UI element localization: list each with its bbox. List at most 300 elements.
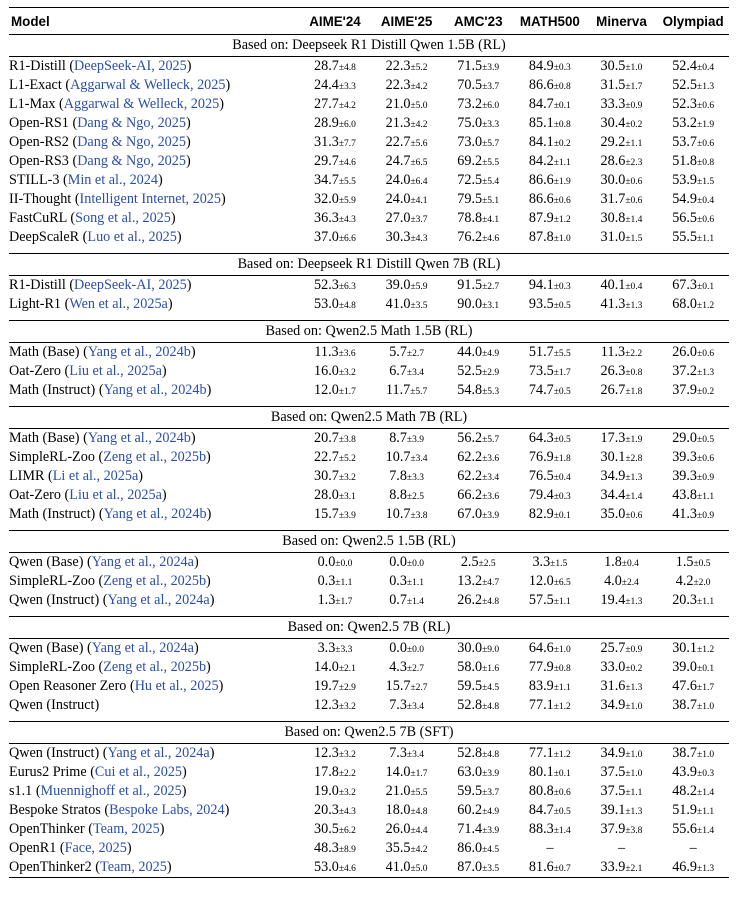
score-mean: 51.9: [672, 802, 698, 818]
score-cell: [442, 486, 514, 505]
model-cell: SimpleRL-Zoo (Zeng et al., 2025b): [9, 449, 211, 465]
score-std: ±1.3: [625, 301, 643, 311]
score-std: ±0.4: [697, 63, 715, 73]
score-mean: 30.3: [385, 229, 411, 245]
score-mean: 58.0: [457, 659, 483, 675]
score-cell: [299, 658, 371, 677]
table-row: [9, 782, 729, 801]
score-mean: 31.0: [600, 229, 626, 245]
score-std: ±0.2: [697, 387, 715, 397]
score-std: ±1.7: [335, 597, 353, 607]
score-mean: 0.0: [389, 554, 407, 570]
score-std: ±4.2: [338, 101, 356, 111]
score-std: ±5.4: [482, 177, 500, 187]
citation-link[interactable]: Bespoke Labs, 2024: [109, 802, 225, 818]
score-cell: [514, 782, 586, 801]
section-title: Based on: Qwen2.5 7B (RL): [9, 617, 729, 639]
score-cell: [442, 171, 514, 190]
score-cell: [371, 448, 443, 467]
score-mean: 19.0: [314, 783, 339, 799]
score-mean: 56.5: [672, 210, 698, 226]
citation-link[interactable]: Muennighoff et al., 2025: [40, 783, 182, 799]
table-row: [9, 639, 729, 659]
score-std: ±4.9: [482, 807, 500, 817]
score-std: ±0.6: [553, 196, 571, 206]
score-std: ±4.7: [482, 578, 500, 588]
score-cell: [442, 553, 514, 573]
score-cell: [514, 801, 586, 820]
score-mean: 86.6: [528, 191, 554, 207]
column-header-olympiad: Olympiad: [657, 8, 729, 35]
score-std: ±5.2: [410, 63, 428, 73]
score-std: ±2.3: [625, 158, 643, 168]
score-std: ±0.8: [553, 82, 571, 92]
score-std: ±6.6: [338, 234, 356, 244]
score-std: ±1.1: [697, 597, 715, 607]
citation-link[interactable]: Yang et al., 2024b: [87, 430, 191, 446]
model-name: OpenThinker: [9, 821, 85, 837]
score-cell: [299, 572, 371, 591]
score-std: ±4.1: [482, 215, 500, 225]
score-std: ±1.5: [697, 177, 715, 187]
score-std: ±1.1: [697, 234, 715, 244]
score-std: ±1.0: [553, 645, 571, 655]
model-name: Open-RS1: [9, 115, 69, 131]
table-row: [9, 209, 729, 228]
score-std: ±0.9: [697, 473, 715, 483]
score-std: ±3.1: [482, 301, 500, 311]
score-std: ±3.2: [338, 368, 356, 378]
score-std: ±1.2: [553, 702, 571, 712]
score-std: ±1.3: [697, 864, 715, 874]
score-cell: [442, 76, 514, 95]
score-cell: [514, 639, 586, 659]
score-std: ±0.1: [553, 511, 571, 521]
score-std: ±0.6: [697, 139, 715, 149]
citation-link[interactable]: Face, 2025: [64, 840, 127, 856]
score-cell: [586, 228, 658, 247]
score-cell: [442, 190, 514, 209]
score-std: ±4.2: [410, 120, 428, 130]
score-std: ±1.1: [625, 139, 643, 149]
table-row: [9, 228, 729, 247]
score-mean: 52.8: [457, 745, 483, 761]
table-row: [9, 486, 729, 505]
score-cell: [371, 763, 443, 782]
section-header-row: [9, 617, 729, 639]
model-name: Math (Instruct): [9, 506, 96, 522]
score-std: ±5.3: [482, 387, 500, 397]
score-mean: 59.5: [457, 678, 483, 694]
score-mean: 76.2: [457, 229, 483, 245]
score-std: ±1.0: [625, 63, 643, 73]
score-mean: 35.5: [385, 840, 411, 856]
citation-link[interactable]: Yang et al., 2024a: [91, 554, 194, 570]
score-mean: 41.3: [600, 296, 626, 312]
score-cell: [514, 95, 586, 114]
score-std: ±0.4: [621, 559, 639, 569]
score-cell: [514, 486, 586, 505]
score-std: ±0.6: [625, 511, 643, 521]
score-mean: 52.5: [457, 363, 483, 379]
score-mean: 53.0: [314, 296, 339, 312]
score-std: ±2.7: [406, 349, 425, 359]
score-cell: [299, 343, 371, 363]
score-mean: 7.3: [389, 745, 407, 761]
score-cell: [657, 228, 729, 247]
score-mean: 70.5: [457, 77, 483, 93]
score-std: ±0.4: [553, 473, 571, 483]
score-mean: 37.0: [314, 229, 339, 245]
score-mean: 38.7: [672, 697, 698, 713]
score-mean: 19.7: [314, 678, 339, 694]
score-std: ±3.8: [625, 826, 643, 836]
score-mean: 73.0: [457, 134, 483, 150]
score-std: ±4.4: [410, 826, 428, 836]
table-row: [9, 858, 729, 878]
citation-link[interactable]: Yang et al., 2024a: [107, 745, 210, 761]
model-cell: L1-Exact (Aggarwal & Welleck, 2025): [9, 77, 231, 93]
score-std: ±4.3: [338, 215, 356, 225]
section-title: Based on: Qwen2.5 7B (SFT): [9, 722, 729, 744]
citation-link[interactable]: Song et al., 2025: [75, 210, 171, 226]
citation-link[interactable]: Dang & Ngo, 2025: [77, 153, 186, 169]
score-std: ±0.4: [697, 196, 715, 206]
score-std: ±0.1: [697, 282, 715, 292]
score-cell: [586, 467, 658, 486]
score-cell: [442, 276, 514, 296]
citation-link[interactable]: Intelligent Internet, 2025: [79, 191, 221, 207]
score-mean: 77.1: [528, 745, 554, 761]
model-name: Bespoke Stratos: [9, 802, 101, 818]
score-cell: [442, 57, 514, 77]
model-name: SimpleRL-Zoo: [9, 449, 95, 465]
section-title: Based on: Qwen2.5 Math 7B (RL): [9, 407, 729, 429]
column-header-amc23: AMC'23: [442, 8, 514, 35]
score-mean: 31.3: [314, 134, 339, 150]
score-mean: 73.2: [457, 96, 483, 112]
score-cell: [586, 429, 658, 449]
score-mean: 60.2: [457, 802, 483, 818]
score-mean: 15.7: [314, 506, 339, 522]
score-std: ±5.9: [338, 196, 356, 206]
model-name: Math (Base): [9, 344, 80, 360]
score-std: ±1.3: [625, 473, 643, 483]
score-cell: [514, 839, 586, 858]
citation-link[interactable]: Zeng et al., 2025b: [103, 573, 207, 589]
score-std: ±3.4: [406, 702, 425, 712]
model-cell: [9, 696, 299, 715]
score-std: ±4.6: [338, 864, 356, 874]
score-std: ±0.5: [553, 807, 571, 817]
score-std: ±3.3: [338, 82, 356, 92]
score-cell: [586, 591, 658, 610]
score-mean: 33.9: [600, 859, 626, 875]
score-std: ±4.5: [482, 845, 500, 855]
table-row: [9, 429, 729, 449]
score-cell: [514, 820, 586, 839]
score-mean: 59.5: [457, 783, 483, 799]
score-mean: 30.8: [600, 210, 626, 226]
citation-link[interactable]: Yang et al., 2024b: [103, 506, 207, 522]
score-mean: 24.7: [385, 153, 411, 169]
score-std: ±1.1: [553, 683, 571, 693]
score-cell: [514, 228, 586, 247]
citation-link[interactable]: Liu et al., 2025a: [69, 487, 162, 503]
model-name: II-Thought: [9, 191, 72, 207]
citation-link[interactable]: Wen et al., 2025a: [69, 296, 168, 312]
score-cell: [586, 677, 658, 696]
score-mean: 51.8: [672, 153, 698, 169]
score-std: ±1.2: [697, 645, 715, 655]
model-name: L1-Max: [9, 96, 56, 112]
citation-link[interactable]: Zeng et al., 2025b: [103, 659, 207, 675]
score-mean: 34.9: [600, 745, 626, 761]
score-std: ±1.6: [482, 664, 500, 674]
table-row: [9, 467, 729, 486]
score-cell: [371, 57, 443, 77]
score-std: ±3.3: [406, 473, 425, 483]
score-std: ±0.3: [553, 282, 571, 292]
citation-link[interactable]: DeepSeek-AI, 2025: [74, 58, 187, 74]
score-std: ±0.1: [553, 769, 571, 779]
score-mean: 73.5: [528, 363, 554, 379]
score-cell: [371, 553, 443, 573]
score-mean: 62.2: [457, 468, 483, 484]
score-cell: [299, 591, 371, 610]
score-mean: 12.3: [314, 745, 339, 761]
citation-link[interactable]: Yang et al., 2024a: [107, 592, 210, 608]
score-std: ±0.9: [625, 101, 643, 111]
model-cell: Qwen (Instruct) (Yang et al., 2024a): [9, 745, 215, 761]
model-name: FastCuRL: [9, 210, 67, 226]
score-mean: 12.0: [528, 573, 554, 589]
score-cell: [299, 839, 371, 858]
score-std: ±2.7: [482, 282, 500, 292]
score-std: ±3.9: [482, 826, 500, 836]
score-mean: 30.5: [314, 821, 339, 837]
citation-link[interactable]: Min et al., 2024: [67, 172, 158, 188]
score-mean: 26.0: [672, 344, 698, 360]
score-cell: [586, 696, 658, 715]
column-header-aime24: AIME'24: [299, 8, 371, 35]
table-row: [9, 133, 729, 152]
section-header-row: [9, 321, 729, 343]
score-mean: 16.0: [314, 363, 339, 379]
score-cell: [657, 76, 729, 95]
score-mean: 41.3: [672, 506, 698, 522]
score-mean: 40.1: [600, 277, 626, 293]
score-cell: [371, 858, 443, 878]
citation-link[interactable]: Yang et al., 2024a: [91, 640, 194, 656]
score-std: ±1.1: [697, 807, 715, 817]
score-mean: 29.7: [314, 153, 339, 169]
score-std: ±5.6: [410, 139, 428, 149]
score-mean: 52.4: [672, 58, 698, 74]
score-cell: [657, 572, 729, 591]
score-cell: [586, 381, 658, 400]
score-mean: 14.0: [314, 659, 339, 675]
score-mean: –: [689, 840, 697, 856]
score-mean: 78.8: [457, 210, 483, 226]
score-std: ±3.7: [482, 82, 500, 92]
score-cell: [657, 467, 729, 486]
score-cell: [657, 295, 729, 314]
score-std: ±1.9: [625, 435, 643, 445]
score-mean: 30.1: [600, 449, 626, 465]
score-cell: [299, 505, 371, 524]
score-cell: [442, 658, 514, 677]
score-std: ±3.2: [338, 788, 356, 798]
citation-link[interactable]: Hu et al., 2025: [134, 678, 219, 694]
score-cell: [586, 820, 658, 839]
score-mean: 1.5: [675, 554, 694, 570]
score-std: ±1.2: [553, 215, 571, 225]
score-cell: [442, 429, 514, 449]
column-header-minerva: Minerva: [586, 8, 658, 35]
score-mean: 74.7: [528, 382, 554, 398]
score-cell: [586, 276, 658, 296]
citation-link[interactable]: Aggarwal & Welleck, 2025: [63, 96, 220, 112]
score-mean: 77.9: [528, 659, 554, 675]
model-cell: STILL-3 (Min et al., 2024): [9, 172, 163, 188]
score-std: ±0.2: [625, 120, 643, 130]
score-cell: [299, 763, 371, 782]
score-std: ±0.8: [553, 664, 571, 674]
score-std: ±3.2: [338, 473, 356, 483]
score-cell: [299, 696, 371, 715]
model-cell: Qwen (Base) (Yang et al., 2024a): [9, 640, 199, 656]
section-title: Based on: Deepseek R1 Distill Qwen 7B (RL): [9, 254, 729, 276]
score-mean: 30.7: [314, 468, 339, 484]
score-cell: [299, 295, 371, 314]
score-std: ±0.6: [697, 215, 715, 225]
score-std: ±5.7: [482, 435, 500, 445]
citation-link[interactable]: Team, 2025: [92, 821, 160, 837]
score-std: ±4.8: [482, 597, 500, 607]
score-std: ±3.3: [335, 645, 353, 655]
score-mean: 28.7: [314, 58, 339, 74]
score-std: ±1.1: [625, 788, 643, 798]
score-cell: [586, 839, 658, 858]
score-std: ±4.3: [338, 807, 356, 817]
score-cell: [371, 76, 443, 95]
score-cell: [657, 114, 729, 133]
score-cell: [514, 763, 586, 782]
citation-link[interactable]: Yang et al., 2024b: [87, 344, 191, 360]
model-name: Qwen (Instruct): [9, 592, 100, 608]
section-title: Based on: Qwen2.5 1.5B (RL): [9, 531, 729, 553]
score-cell: [586, 95, 658, 114]
citation-link[interactable]: Yang et al., 2024b: [103, 382, 207, 398]
score-mean: 10.7: [385, 449, 411, 465]
score-cell: [299, 114, 371, 133]
score-std: ±5.0: [410, 864, 428, 874]
table-row: [9, 763, 729, 782]
model-cell: s1.1 (Muennighoff et al., 2025): [9, 783, 187, 799]
citation-link[interactable]: Li et al., 2025a: [52, 468, 139, 484]
score-mean: 88.3: [528, 821, 554, 837]
score-cell: [299, 448, 371, 467]
score-std: ±5.1: [482, 196, 500, 206]
score-mean: 62.2: [457, 449, 483, 465]
score-cell: [299, 429, 371, 449]
score-cell: [657, 696, 729, 715]
score-std: ±1.8: [553, 454, 571, 464]
citation-link[interactable]: Liu et al., 2025a: [69, 363, 162, 379]
score-mean: 34.9: [600, 468, 626, 484]
model-cell: LIMR (Li et al., 2025a): [9, 468, 143, 484]
score-std: ±4.9: [482, 349, 500, 359]
score-std: ±1.7: [625, 82, 643, 92]
score-mean: 30.0: [600, 172, 626, 188]
score-mean: 55.6: [672, 821, 698, 837]
score-std: ±0.9: [697, 511, 715, 521]
citation-link[interactable]: Dang & Ngo, 2025: [77, 134, 186, 150]
citation-link[interactable]: Luo et al., 2025: [87, 229, 177, 245]
score-mean: 79.5: [457, 191, 483, 207]
citation-link[interactable]: Dang & Ngo, 2025: [77, 115, 186, 131]
score-std: ±0.8: [553, 120, 571, 130]
score-cell: [514, 467, 586, 486]
score-cell: [299, 190, 371, 209]
citation-link[interactable]: Aggarwal & Welleck, 2025: [70, 77, 226, 93]
score-cell: [657, 190, 729, 209]
score-std: ±1.7: [697, 683, 715, 693]
score-cell: [299, 820, 371, 839]
score-cell: [299, 801, 371, 820]
score-cell: [514, 381, 586, 400]
model-name: Open-RS2: [9, 134, 69, 150]
model-cell: Bespoke Stratos (Bespoke Labs, 2024): [9, 802, 230, 818]
score-cell: [442, 133, 514, 152]
table-row: [9, 190, 729, 209]
score-std: ±1.7: [338, 387, 356, 397]
score-std: ±3.2: [338, 702, 356, 712]
score-std: ±0.7: [553, 864, 571, 874]
score-cell: [299, 95, 371, 114]
model-name: SimpleRL-Zoo: [9, 659, 95, 675]
score-mean: 37.2: [672, 363, 698, 379]
score-std: ±0.6: [697, 101, 715, 111]
score-std: ±1.4: [697, 826, 715, 836]
citation-link[interactable]: DeepSeek-AI, 2025: [74, 277, 187, 293]
score-mean: 15.7: [385, 678, 411, 694]
score-mean: 28.6: [600, 153, 626, 169]
model-name: Open-RS3: [9, 153, 69, 169]
score-std: ±5.5: [482, 158, 500, 168]
score-std: ±1.1: [335, 578, 353, 588]
section-header-row: [9, 254, 729, 276]
model-cell: Math (Base) (Yang et al., 2024b): [9, 344, 196, 360]
score-mean: 13.2: [457, 573, 483, 589]
score-cell: [657, 839, 729, 858]
score-cell: [657, 677, 729, 696]
score-cell: [371, 467, 443, 486]
model-cell: II-Thought (Intelligent Internet, 2025): [9, 191, 226, 207]
score-cell: [657, 801, 729, 820]
score-cell: [299, 467, 371, 486]
score-mean: 46.9: [672, 859, 698, 875]
citation-link[interactable]: Team, 2025: [100, 859, 167, 875]
score-std: ±5.5: [410, 788, 428, 798]
score-mean: 53.0: [314, 859, 339, 875]
score-std: ±0.5: [553, 435, 571, 445]
score-std: ±1.4: [553, 826, 571, 836]
citation-link[interactable]: Cui et al., 2025: [94, 764, 183, 780]
citation-link[interactable]: Zeng et al., 2025b: [103, 449, 207, 465]
score-std: ±1.0: [553, 234, 571, 244]
